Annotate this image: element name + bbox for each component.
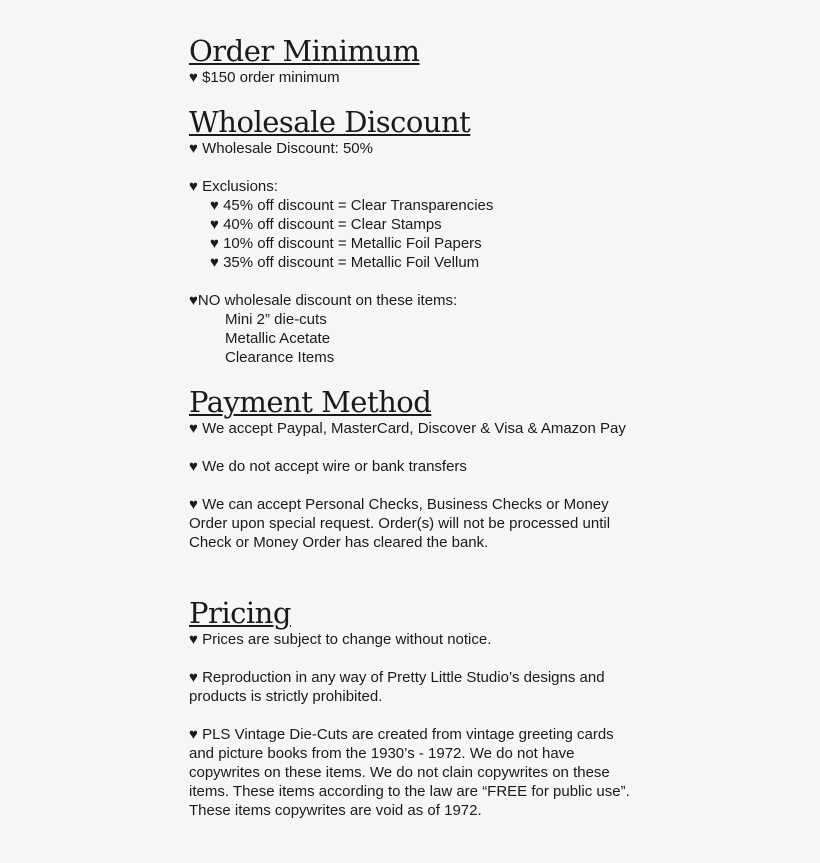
spacer <box>189 272 789 291</box>
spacer <box>189 649 789 668</box>
spacer <box>189 438 789 457</box>
spacer <box>189 158 789 177</box>
exclusion-item: ♥ 10% off discount = Metallic Foil Papers <box>210 235 482 252</box>
spacer <box>189 87 789 105</box>
payment-checks-text: ♥ We can accept Personal Checks, Business Checks or Money <box>189 496 609 513</box>
wholesale-discount-heading: Wholesale Discount <box>189 105 471 139</box>
no-discount-item: Mini 2” die-cuts <box>225 311 327 328</box>
payment-no-wire-text: ♥ We do not accept wire or bank transfers <box>189 458 467 475</box>
no-discount-item: Metallic Acetate <box>225 330 331 347</box>
pricing-change-text: ♥ Prices are subject to change without notice. <box>189 631 492 648</box>
spacer <box>189 476 789 495</box>
spacer <box>189 367 789 385</box>
order-minimum-text: ♥ $150 order minimum <box>189 69 340 86</box>
no-discount-item: Clearance Items <box>225 349 335 366</box>
payment-accepted-text: ♥ We accept Paypal, MasterCard, Discover & Visa & Amazon Pay <box>189 420 626 437</box>
spacer <box>189 552 789 596</box>
no-discount-label: ♥NO wholesale discount on these items: <box>189 292 458 309</box>
pricing-vintage-text: and picture books from the 1930’s - 1972. We do not have <box>189 745 575 762</box>
pricing-reproduction-text: ♥ Reproduction in any way of Pretty Little Studio’s designs and <box>189 669 605 686</box>
order-minimum-heading: Order Minimum <box>189 34 420 68</box>
pricing-vintage-text: items. These items according to the law are “FREE for public use”. <box>189 783 630 800</box>
payment-checks-text: Check or Money Order has cleared the bank. <box>189 534 489 551</box>
spacer <box>189 706 789 725</box>
exclusion-item: ♥ 45% off discount = Clear Transparencies <box>210 197 494 214</box>
exclusions-label: ♥ Exclusions: <box>189 178 278 195</box>
payment-method-heading: Payment Method <box>189 385 432 419</box>
wholesale-discount-text: ♥ Wholesale Discount: 50% <box>189 140 373 157</box>
pricing-heading: Pricing <box>189 596 291 630</box>
pricing-vintage-text: copywrites on these items. We do not clain copywrites on these <box>189 764 610 781</box>
pricing-vintage-text: These items copywrites are void as of 1972. <box>189 802 482 819</box>
pricing-reproduction-text: products is strictly prohibited. <box>189 688 383 705</box>
exclusion-item: ♥ 40% off discount = Clear Stamps <box>210 216 442 233</box>
pricing-vintage-text: ♥ PLS Vintage Die-Cuts are created from vintage greeting cards <box>189 726 614 743</box>
payment-checks-text: Order upon special request. Order(s) will not be processed until <box>189 515 611 532</box>
exclusion-item: ♥ 35% off discount = Metallic Foil Vellum <box>210 254 480 271</box>
policy-document <box>189 34 789 820</box>
